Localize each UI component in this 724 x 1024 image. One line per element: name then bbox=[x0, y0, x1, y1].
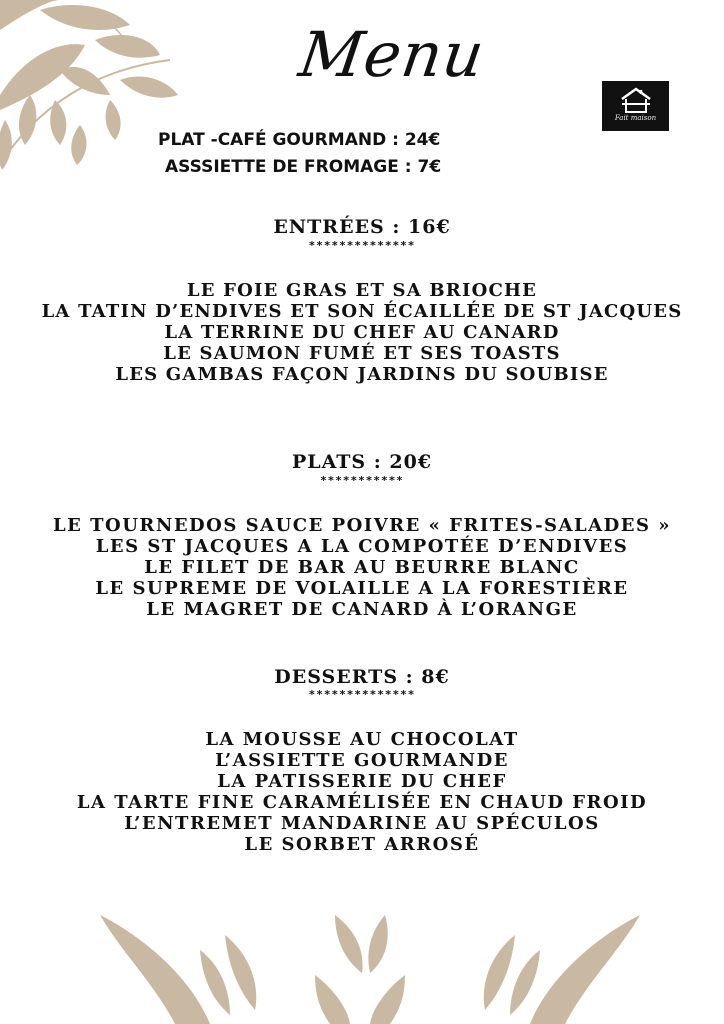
fait-maison-logo bbox=[602, 81, 669, 131]
list-item: LE SAUMON FUMÉ ET SES TOASTS bbox=[163, 343, 561, 364]
section-title-plats: PLATS : 20€ bbox=[291, 451, 433, 473]
list-item: LE TOURNEDOS SAUCE POIVRE « FRITES-SALADES » bbox=[53, 515, 671, 536]
house-icon bbox=[619, 86, 653, 114]
entrees-list bbox=[0, 280, 724, 385]
special-offer-cafe-gourmand: PLAT -CAFÉ GOURMAND : 24€ bbox=[158, 130, 441, 150]
section-divider-entrees: ************** bbox=[308, 239, 416, 252]
plats-list bbox=[0, 515, 724, 620]
logo-caption: Fait maison bbox=[614, 114, 657, 122]
list-item: LES GAMBAS FAÇON JARDINS DU SOUBISE bbox=[115, 364, 609, 385]
list-item: LA TATIN D’ENDIVES ET SON ÉCAILLÉE DE ST JACQUES bbox=[41, 301, 683, 322]
list-item: LA TERRINE DU CHEF AU CANARD bbox=[164, 322, 560, 343]
list-item: LE MAGRET DE CANARD À L’ORANGE bbox=[146, 599, 578, 620]
list-item: L’ASSIETTE GOURMANDE bbox=[215, 750, 509, 771]
special-offer-fromage: ASSSIETTE DE FROMAGE : 7€ bbox=[165, 157, 442, 177]
list-item: LA MOUSSE AU CHOCOLAT bbox=[205, 729, 519, 750]
page-title: Menu bbox=[294, 18, 490, 91]
list-item: LES ST JACQUES A LA COMPOTÉE D’ENDIVES bbox=[95, 536, 629, 557]
list-item: LE SUPREME DE VOLAILLE A LA FORESTIÈRE bbox=[95, 578, 629, 599]
list-item: LA TARTE FINE CARAMÉLISÉE EN CHAUD FROID bbox=[76, 792, 648, 813]
section-divider-plats: *********** bbox=[320, 474, 404, 487]
list-item: L’ENTREMET MANDARINE AU SPÉCULOS bbox=[124, 813, 600, 834]
list-item: LE SORBET ARROSÉ bbox=[244, 834, 480, 855]
section-title-desserts: DESSERTS : 8€ bbox=[274, 666, 450, 688]
list-item: LA PATISSERIE DU CHEF bbox=[217, 771, 507, 792]
list-item: LE FOIE GRAS ET SA BRIOCHE bbox=[186, 280, 538, 301]
section-title-entrees: ENTRÉES : 16€ bbox=[273, 216, 451, 238]
list-item: LE FILET DE BAR AU BEURRE BLANC bbox=[144, 557, 580, 578]
leaf-decoration-top-left-icon bbox=[0, 0, 190, 180]
leaf-decoration-bottom-icon bbox=[80, 895, 660, 1024]
desserts-list bbox=[0, 729, 724, 855]
section-divider-desserts: ************** bbox=[308, 688, 416, 701]
